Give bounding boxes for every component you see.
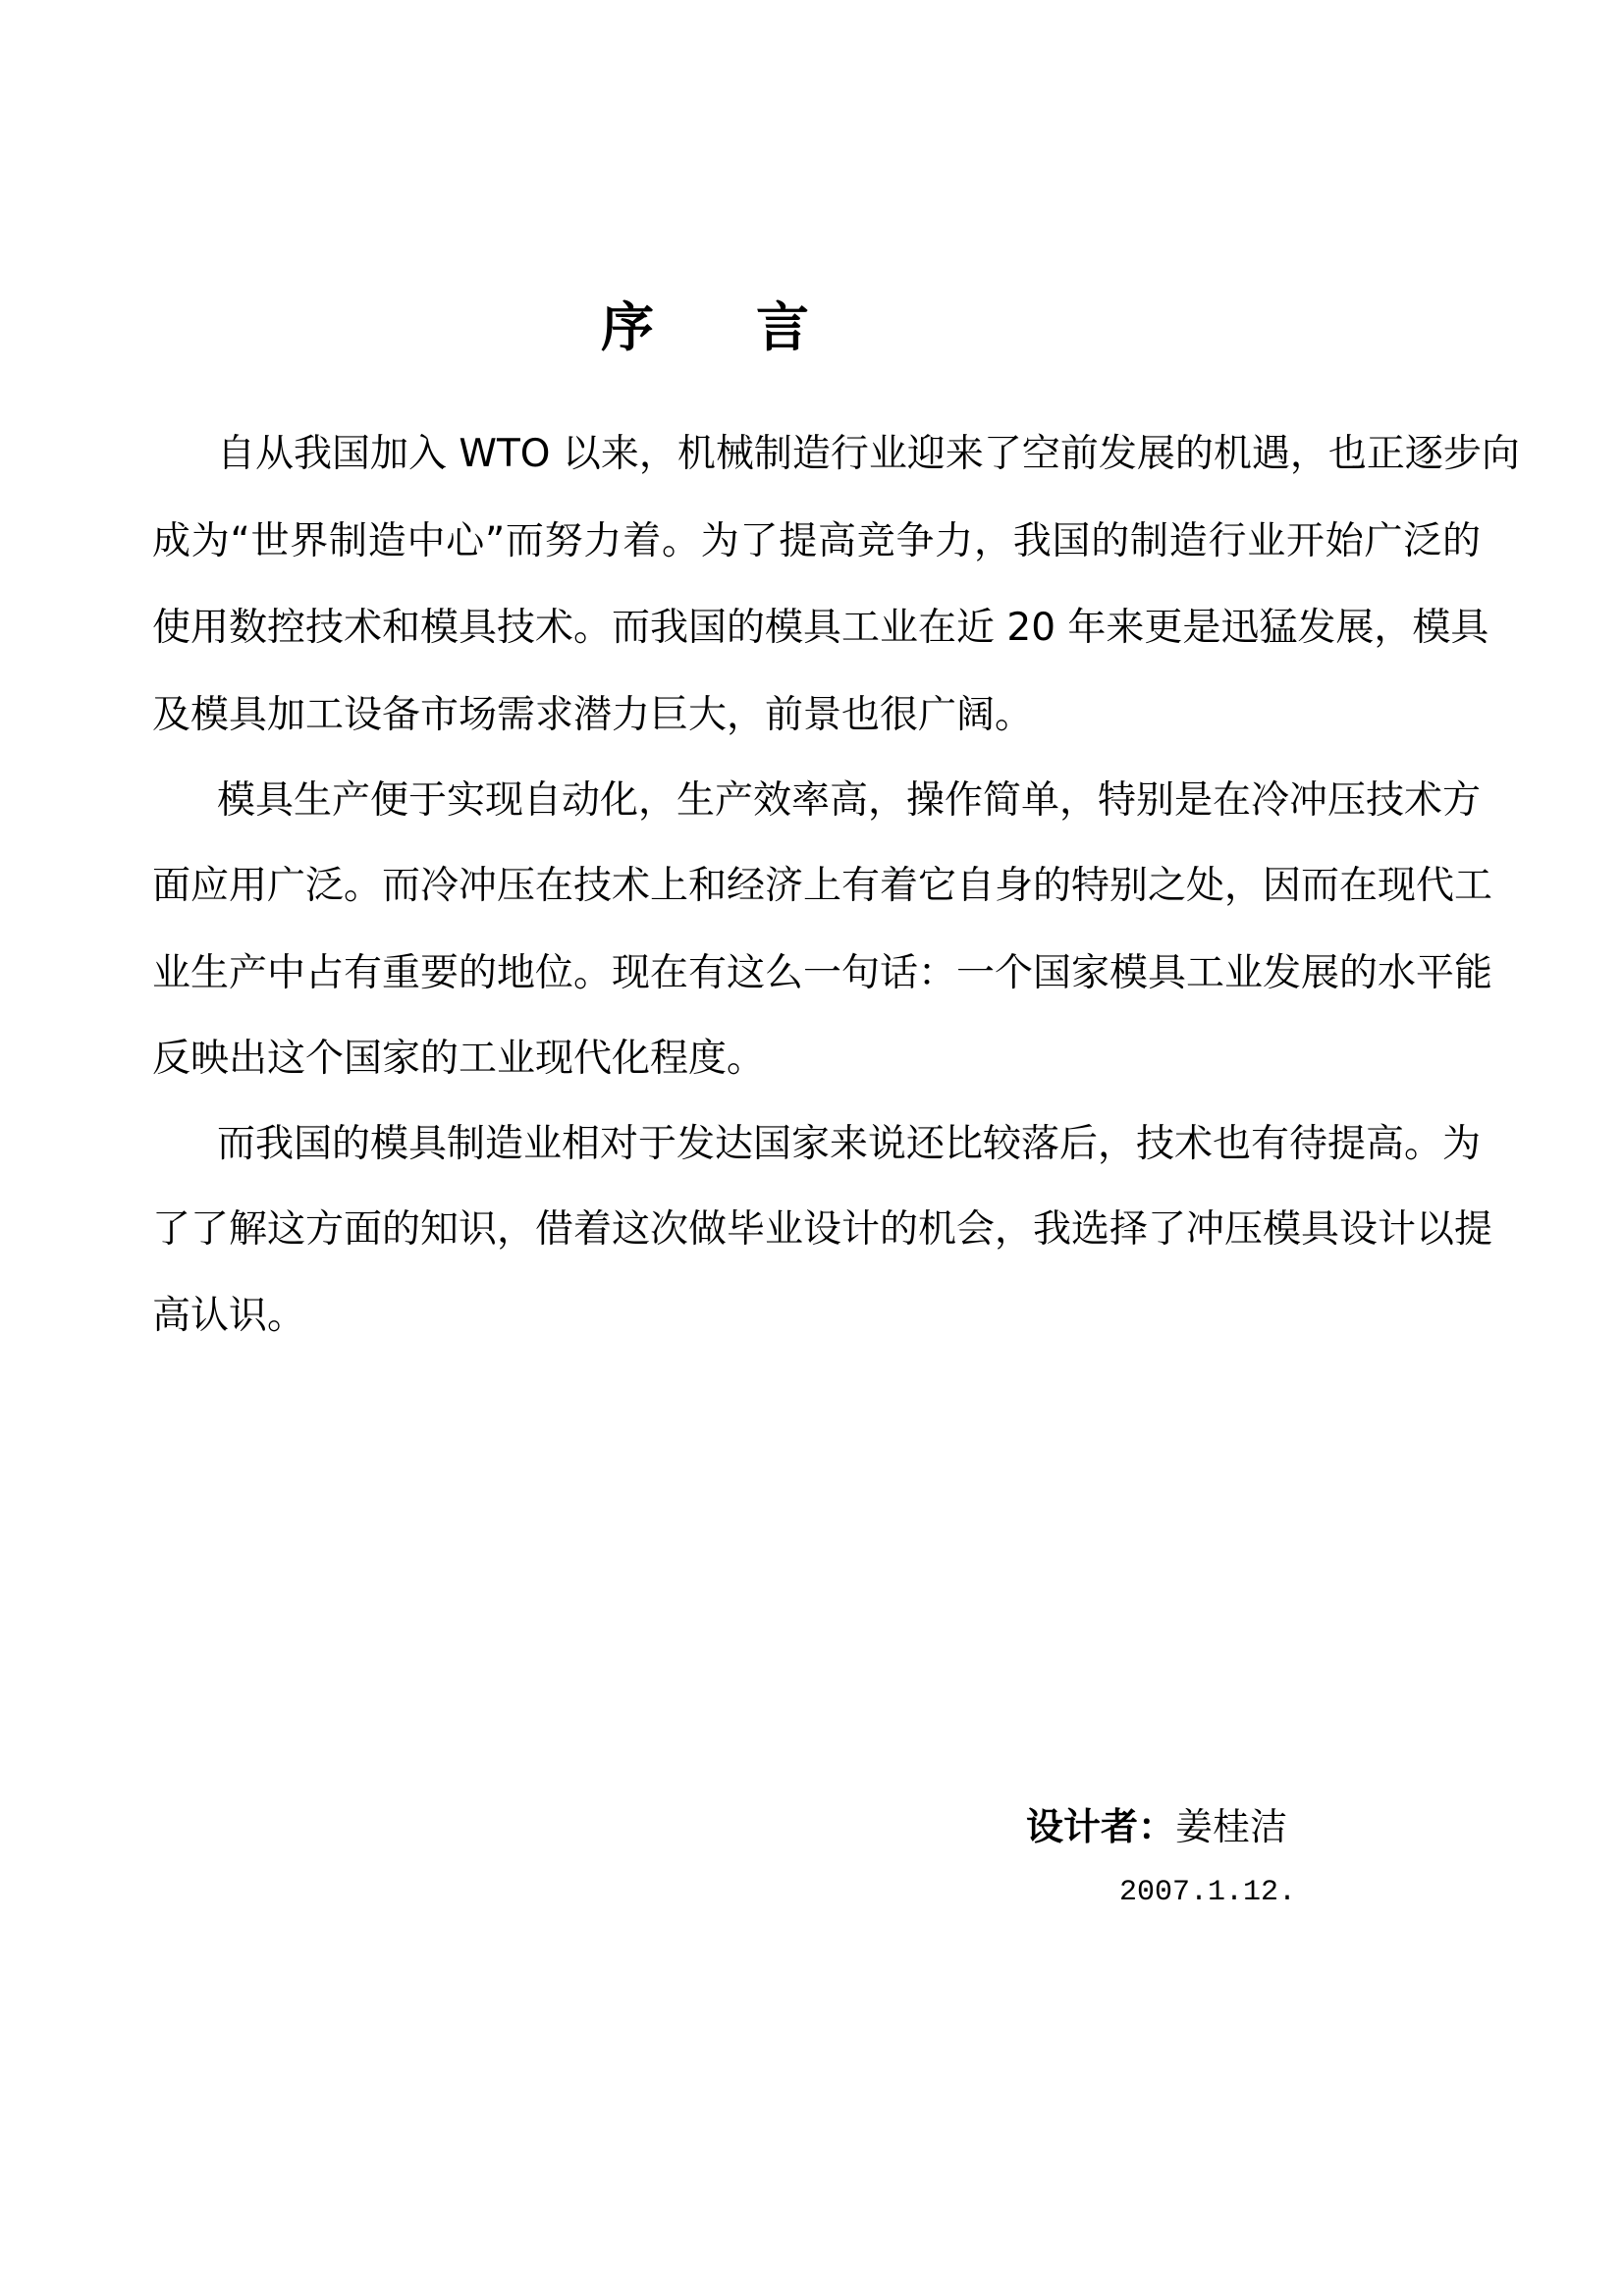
signature — [1026, 1804, 1287, 1849]
paragraph-line: 了了解这方面的知识，借着这次做毕业设计的机会，我选择了冲压模具设计以提 — [152, 1207, 1493, 1252]
paragraph-line: 自从我国加入 WTO 以来，机械制造行业迎来了空前发展的机遇，也正逐步向 — [217, 432, 1520, 476]
paragraph-line: 高认识。 — [152, 1294, 306, 1338]
paragraph-line: 而我国的模具制造业相对于发达国家来说还比较落后，技术也有待提高。为 — [217, 1122, 1482, 1166]
paragraph-line: 业生产中占有重要的地位。现在有这么一句话：一个国家模具工业发展的水平能 — [152, 951, 1493, 995]
paragraph-line: 成为“世界制造中心”而努力着。为了提高竞争力，我国的制造行业开始广泛的 — [152, 519, 1481, 563]
signature-date: 2007.1.12. — [1119, 1876, 1297, 1909]
paragraph-line: 及模具加工设备市场需求潜力巨大，前景也很广阔。 — [152, 693, 1034, 737]
signature-label: 设计者： — [1026, 1805, 1176, 1848]
paragraph-line: 反映出这个国家的工业现代化程度。 — [152, 1037, 766, 1081]
author-name: 姜桂洁 — [1175, 1805, 1288, 1848]
title-char: 言 — [756, 296, 809, 358]
paragraph-line: 模具生产便于实现自动化，生产效率高，操作简单，特别是在冷冲压技术方 — [217, 778, 1482, 823]
paragraph-line: 使用数控技术和模具技术。而我国的模具工业在近 20 年来更是迅猛发展，模具 — [152, 606, 1489, 650]
title-char: 序 — [601, 296, 654, 358]
paragraph-line: 面应用广泛。而冷冲压在技术上和经济上有着它自身的特别之处，因而在现代工 — [152, 864, 1493, 908]
page-title — [601, 294, 809, 361]
